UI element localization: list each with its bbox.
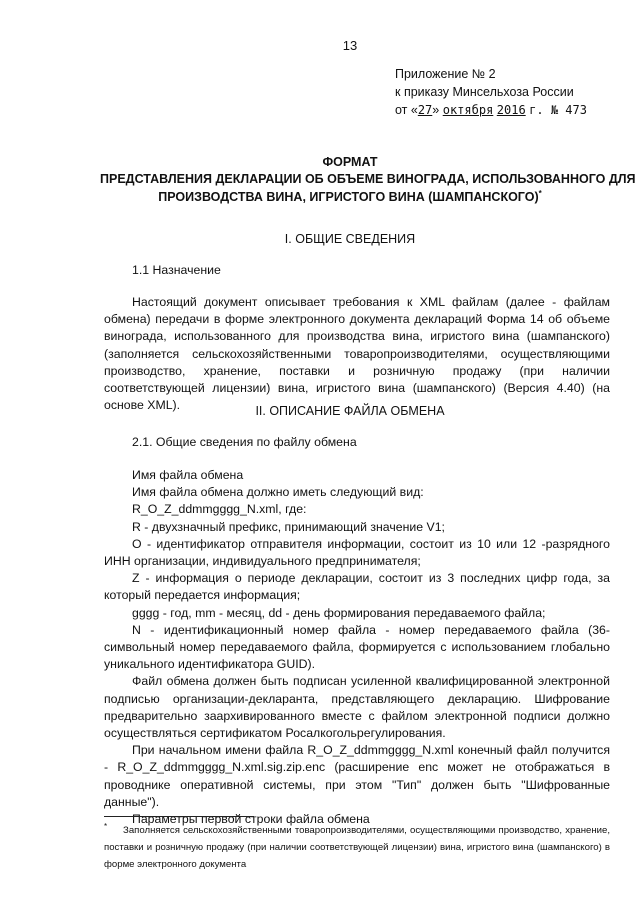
order-month: октября <box>442 103 494 117</box>
footnote-mark: * <box>538 189 542 198</box>
title-line-1: ФОРМАТ <box>322 155 378 169</box>
param-o: O - идентификатор отправителя информации, состоит из 10 или 12 -разрядного ИНН организации, индивидуального предпринимателя; <box>104 536 610 569</box>
order-year: 2016 <box>496 103 526 117</box>
order-mid: » <box>432 103 440 117</box>
param-n: N - идентификационный номер файла - номер передаваемого файла (36-символьный номер передаваемого файла, формируется с использованием глобально уникального идентификатора GUID). <box>104 622 610 672</box>
section-1-sub: 1.1 Назначение <box>132 263 221 277</box>
signature-paragraph: Файл обмена должен быть подписан усиленной квалифицированной электронной подписью организации-декларанта, представляющего декларацию. Шифрование предварительно заархивированного вместе с файлом электронной подписи должно осуществляться сертификатом Росалкогольрегулирования. <box>104 674 610 741</box>
order-prefix: от « <box>395 103 418 117</box>
title-line-3: ПРОИЗВОДСТВА ВИНА, ИГРИСТОГО ВИНА (ШАМПАНСКОГО)* <box>158 189 542 205</box>
appendix-line-1: Приложение № 2 <box>395 67 496 81</box>
file-name-format: Имя файла обмена должно иметь следующий вид: <box>132 485 424 500</box>
initial-name-paragraph: При начальном имени файла R_O_Z_ddmmgggg_N.xml конечный файл получится - R_O_Z_ddmmgggg_N.xml.sig.zip.enc (расширение enc может не отображаться в проводнике оперативной системы, при этом "Тип" должен быть "Шифрованные данные"). <box>104 743 610 809</box>
footnote-text: Заполняется сельскохозяйственными товаропроизводителями, осуществляющими производство, хранение, поставки и розничную продажу (при наличии соответствующей лицензии) вина, игристого вина (шампанского) в форме электронного документа <box>104 825 610 871</box>
param-z: Z - информация о периоде декларации, состоит из 3 последних цифр года, за который передается информация; <box>104 571 610 603</box>
param-date: gggg - год, mm - месяц, dd - день формирования передаваемого файла; <box>132 605 546 620</box>
appendix-line-2: к приказу Минсельхоза России <box>395 85 574 99</box>
first-line-params: Параметры первой строки файла обмена <box>132 812 370 827</box>
file-name-heading: Имя файла обмена <box>132 468 244 482</box>
file-name-pattern: R_O_Z_ddmmgggg_N.xml, где: <box>132 502 307 517</box>
footnote <box>104 818 610 873</box>
section-1-paragraph: Настоящий документ описывает требования к XML файлам (далее - файлам обмена) передачи в форме электронного документа деклараций Форма 14 об объеме винограда, использованного для производства вина, игристого вина (шампанского) (заполняется сельскохозяйственными товаропроизводителями, осуществляющими производство, хранение, поставки и розничную продажу (при наличии соответствующей лицензии) вина, игристого вина (шампанского) (Версия 4.40) (на основе XML). <box>104 295 610 413</box>
title-line-2: ПРЕДСТАВЛЕНИЯ ДЕКЛАРАЦИИ ОБ ОБЪЕМЕ ВИНОГРАДА, ИСПОЛЬЗОВАННОГО ДЛЯ <box>100 172 636 186</box>
section-2-body <box>104 467 610 828</box>
footnote-mark-bottom: * <box>104 822 108 831</box>
appendix-order-line <box>395 103 587 117</box>
order-number: г. № 473 <box>529 103 587 117</box>
page-number: 13 <box>342 38 358 53</box>
footnote-divider <box>104 816 254 817</box>
section-1-heading: I. ОБЩИЕ СВЕДЕНИЯ <box>284 232 416 246</box>
section-2-heading: II. ОПИСАНИЕ ФАЙЛА ОБМЕНА <box>255 404 445 418</box>
section-2-sub: 2.1. Общие сведения по файлу обмена <box>132 435 357 449</box>
order-day: 27 <box>417 103 433 117</box>
prefix-r: R - двухзначный префикс, принимающий значение V1; <box>132 519 445 534</box>
